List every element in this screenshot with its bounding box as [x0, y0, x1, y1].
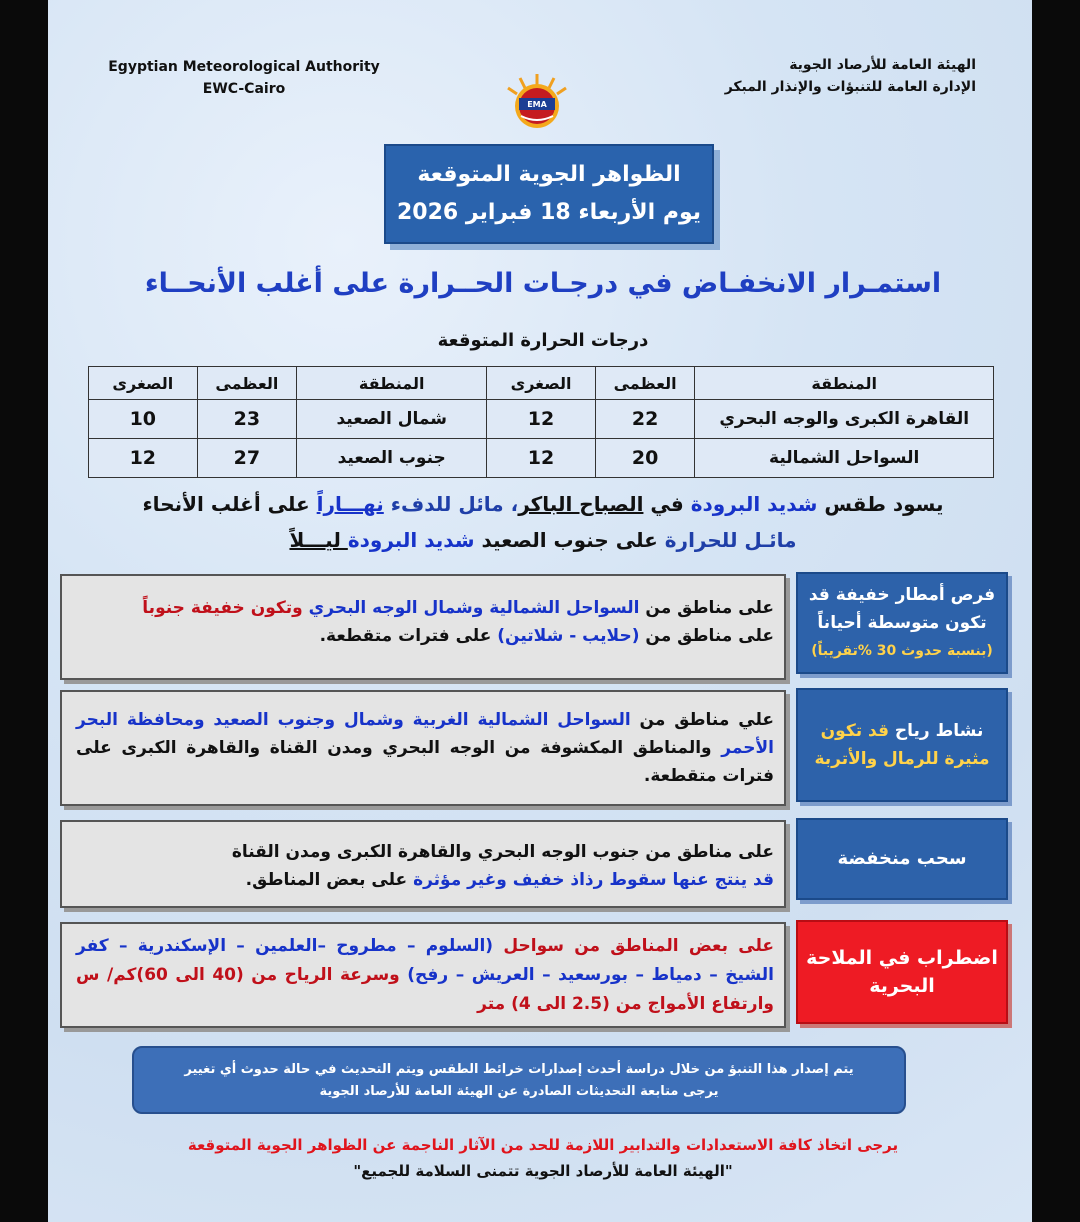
wind-details	[60, 690, 786, 806]
clouds-text: قد ينتج عنها سقوط رذاذ خفيف وغير مؤثرة	[413, 870, 774, 890]
sea-label: البحرية	[869, 975, 935, 997]
wind-label-box	[796, 688, 1008, 802]
wind-text: ومحافظة البحر الأحمر	[76, 710, 774, 758]
col-min-1: الصغرى	[487, 367, 596, 400]
notice-line: يرجى متابعة التحديثات الصادرة عن الهيئة العامة للأرصاد الجوية	[319, 1084, 719, 1099]
summary-text: ليـــلاً	[289, 528, 348, 552]
weather-summary	[108, 486, 978, 558]
col-max-2: العظمى	[197, 367, 297, 400]
wind-text: علي مناطق من	[630, 710, 775, 730]
sea-label: اضطراب في الملاحة	[806, 947, 998, 969]
rain-text: السواحل الشمالية وشمال الوجه البحري	[308, 598, 640, 618]
header-english	[104, 56, 384, 100]
table-caption: درجات الحرارة المتوقعة	[437, 330, 649, 351]
col-region-1: المنطقة	[695, 367, 994, 400]
region-cell: السواحل الشمالية	[695, 439, 994, 478]
header-arabic	[716, 54, 976, 98]
title-date: يوم الأربعاء 18 فبراير 2026	[396, 200, 702, 225]
rain-text: على مناطق من	[639, 626, 774, 646]
table-row	[89, 400, 994, 439]
rain-probability: (بنسبة حدوث 30 %تقريباً)	[811, 643, 993, 659]
summary-line-1	[108, 486, 978, 522]
rain-text: وتكون خفيفة جنوباً	[142, 598, 309, 618]
sea-label-box	[796, 920, 1008, 1024]
clouds-details	[60, 820, 786, 908]
title-box	[384, 144, 714, 244]
notice-line: يتم إصدار هذا التنبؤ من خلال دراسة أحدث إصدارات خرائط الطقس ويتم التحديث في حالة حدوث أي تغيير	[184, 1062, 854, 1077]
bulletin-page	[48, 0, 1032, 1222]
org-unit-en: EWC-Cairo	[202, 81, 286, 97]
sea-text: (السلوم – مطروح –العلمين – الإسكندرية – كفر الشيخ – دمياط – بورسعيد – العريش – رفح)	[76, 936, 775, 985]
logo-text: EMA	[527, 100, 547, 109]
rain-label: تكون متوسطة أحياناً	[817, 613, 987, 633]
min-temp-cell: 12	[89, 439, 198, 478]
table-header-row	[89, 367, 994, 400]
footer-warning: يرجى اتخاذ كافة الاستعدادات والتدابير اللازمة للحد من الآثار الناجمة عن الظواهر الجوية المتوقعة	[187, 1136, 899, 1154]
summary-text: الصباح الباكر	[518, 492, 644, 516]
sea-text: على بعض المناطق من سواحل	[493, 936, 775, 956]
clouds-label-box	[796, 818, 1008, 900]
region-cell: القاهرة الكبرى والوجه البحري	[695, 400, 994, 439]
max-temp-cell: 23	[197, 400, 297, 439]
rain-text: على فترات متقطعة.	[319, 626, 498, 646]
summary-text: نهـــاراً	[316, 492, 384, 516]
summary-line-2	[108, 522, 978, 558]
org-name-ar: الهيئة العامة للأرصاد الجوية	[789, 57, 976, 73]
min-temp-cell: 12	[487, 439, 596, 478]
summary-text: في	[643, 492, 691, 516]
max-temp-cell: 27	[197, 439, 297, 478]
footer-slogan: "الهيئة العامة للأرصاد الجوية تتمنى السلامة للجميع"	[353, 1162, 733, 1180]
clouds-text: على بعض المناطق.	[245, 870, 414, 890]
update-notice	[132, 1046, 906, 1114]
rain-text: (حلايب - شلاتين)	[497, 626, 640, 646]
min-temp-cell: 12	[487, 400, 596, 439]
min-temp-cell: 10	[89, 400, 198, 439]
ema-logo-icon	[500, 72, 574, 132]
org-name-en: Egyptian Meteorological Authority	[108, 59, 380, 75]
max-temp-cell: 22	[595, 400, 695, 439]
rain-text: على مناطق من	[639, 598, 774, 618]
region-cell: شمال الصعيد	[297, 400, 487, 439]
col-region-2: المنطقة	[297, 367, 487, 400]
title-main: الظواهر الجوية المتوقعة	[417, 162, 681, 187]
wind-label: نشاط رياح	[888, 721, 984, 741]
wind-text: السواحل الشمالية الغربية وشمال وجنوب الصعيد	[213, 710, 631, 730]
rain-details	[60, 574, 786, 680]
org-unit-ar: الإدارة العامة للتنبؤات والإنذار المبكر	[724, 79, 976, 95]
clouds-text: على مناطق من جنوب الوجه البحري والقاهرة الكبرى ومدن القناة	[231, 842, 774, 862]
rain-label-box	[796, 572, 1008, 674]
wind-label: مثيرة للرمال والأتربة	[814, 749, 990, 769]
summary-text: على جنوب الصعيد	[474, 528, 665, 552]
sea-text: وارتفاع الأمواج من (2.5 الى 4) متر	[477, 994, 774, 1014]
summary-text: شديد البرودة	[690, 492, 818, 516]
max-temp-cell: 20	[595, 439, 695, 478]
summary-text: ، مائل للدفء	[383, 492, 519, 516]
region-cell: جنوب الصعيد	[297, 439, 487, 478]
summary-text: مائـل للحرارة	[664, 528, 797, 552]
temperature-table	[88, 366, 994, 478]
wind-label: قد تكون	[820, 721, 889, 741]
headline: استمـرار الانخفـاض في درجـات الحــرارة على أغلب الأنحــاء	[144, 268, 942, 299]
sea-text: وسرعة الرياح من (40 الى 60)كم/ س	[76, 965, 408, 985]
summary-text: يسود طقس	[817, 492, 944, 516]
wind-text: والمناطق المكشوفة من الوجه البحري ومدن القناة والقاهرة الكبرى على فترات متقطعة.	[76, 738, 774, 786]
col-max-1: العظمى	[595, 367, 695, 400]
clouds-label: سحب منخفضة	[837, 848, 967, 869]
sea-details	[60, 922, 786, 1028]
col-min-2: الصغرى	[89, 367, 198, 400]
summary-text: شديد البرودة	[347, 528, 475, 552]
table-row	[89, 439, 994, 478]
summary-text: على أغلب الأنحاء	[142, 492, 317, 516]
rain-label: فرص أمطار خفيفة قد	[808, 585, 996, 605]
